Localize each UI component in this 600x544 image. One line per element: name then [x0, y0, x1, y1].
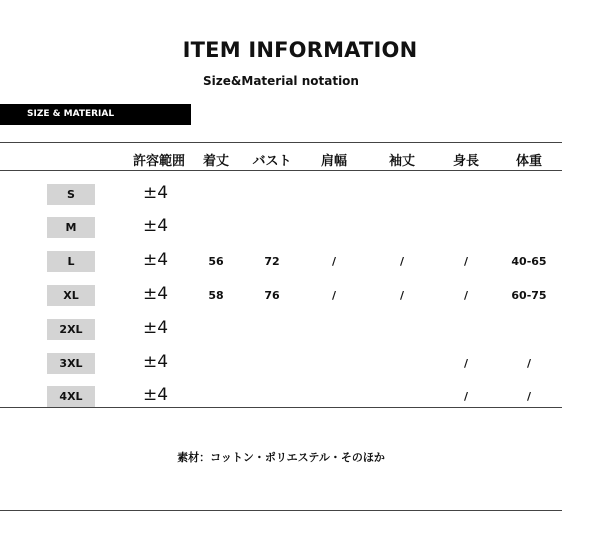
tolerance-value: ±4: [143, 352, 169, 372]
table-cell: /: [399, 255, 405, 268]
tolerance-value: ±4: [143, 183, 169, 203]
table-cell: 40-65: [511, 255, 547, 268]
table-cell: 58: [208, 289, 224, 302]
table-cell: /: [463, 289, 469, 302]
header-bust: バスト: [252, 154, 292, 169]
header-tolerance: 許容範囲: [132, 154, 186, 169]
section-badge: SIZE & MATERIAL: [0, 104, 191, 125]
table-cell: /: [463, 390, 469, 403]
page-title: ITEM INFORMATION: [182, 38, 418, 62]
header-shoulder: 肩幅: [320, 154, 348, 169]
size-label: XL: [47, 285, 95, 306]
tolerance-value: ±4: [143, 216, 169, 236]
table-bottom-rule: [0, 407, 562, 408]
table-cell: 76: [264, 289, 280, 302]
tolerance-value: ±4: [143, 318, 169, 338]
table-cell: /: [526, 357, 532, 370]
tolerance-value: ±4: [143, 284, 169, 304]
table-header-rule: [0, 170, 562, 171]
table-cell: /: [331, 255, 337, 268]
table-top-rule: [0, 142, 562, 143]
table-cell: 56: [208, 255, 224, 268]
table-cell: 60-75: [511, 289, 547, 302]
header-height: 身長: [452, 154, 480, 169]
material-note: 素材：コットン・ポリエステル・そのほか: [177, 451, 385, 464]
table-cell: /: [463, 357, 469, 370]
size-label: 2XL: [47, 319, 95, 340]
table-cell: /: [331, 289, 337, 302]
tolerance-value: ±4: [143, 385, 169, 405]
header-weight: 体重: [515, 154, 543, 169]
size-label: L: [47, 251, 95, 272]
tolerance-value: ±4: [143, 250, 169, 270]
table-cell: /: [399, 289, 405, 302]
header-length: 着丈: [202, 154, 230, 169]
table-cell: /: [463, 255, 469, 268]
size-label: 4XL: [47, 386, 95, 407]
header-sleeve: 袖丈: [388, 154, 416, 169]
size-label: M: [47, 217, 95, 238]
page-subtitle: Size&Material notation: [203, 74, 359, 88]
size-label: 3XL: [47, 353, 95, 374]
table-cell: 72: [264, 255, 280, 268]
page-bottom-rule: [0, 510, 562, 511]
size-label: S: [47, 184, 95, 205]
table-cell: /: [526, 390, 532, 403]
